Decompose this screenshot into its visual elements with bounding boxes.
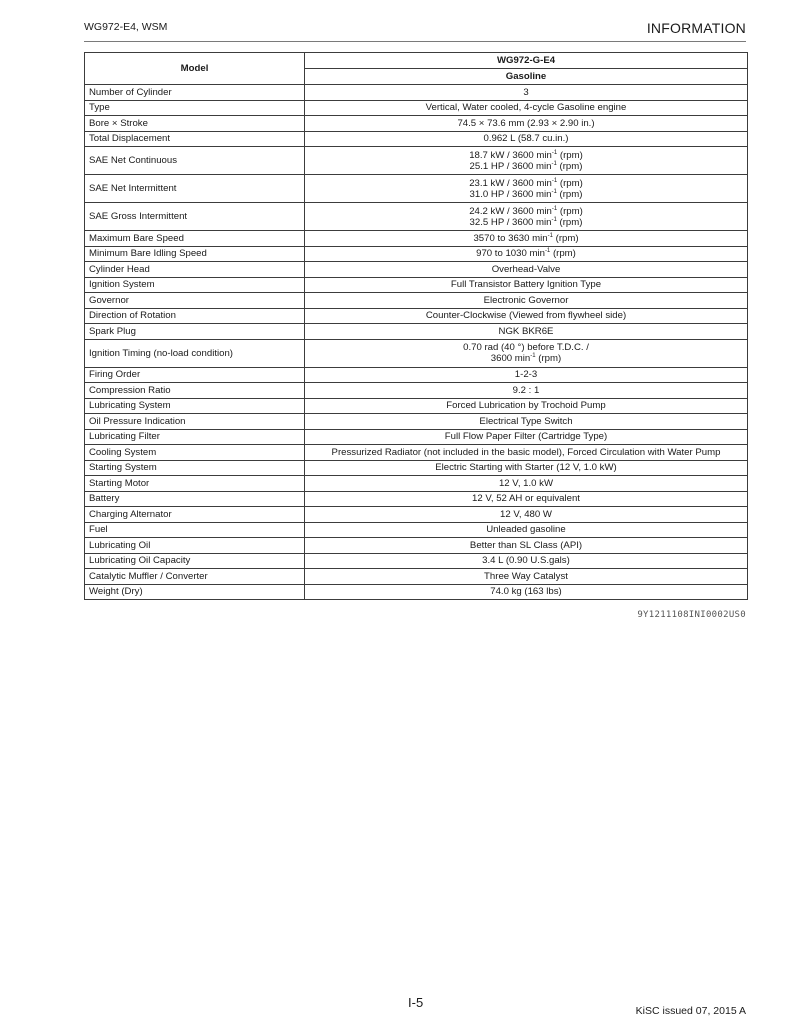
spec-value: [305, 231, 748, 247]
spec-label: Number of Cylinder: [85, 85, 305, 101]
spec-label: Catalytic Muffler / Converter: [85, 569, 305, 585]
table-row: [85, 429, 748, 445]
spec-label: Cylinder Head: [85, 262, 305, 278]
spec-label: Spark Plug: [85, 324, 305, 340]
table-row: [85, 308, 748, 324]
spec-value: Unleaded gasoline: [305, 522, 748, 538]
spec-label: SAE Net Continuous: [85, 147, 305, 175]
spec-value: [305, 246, 748, 262]
table-row: [85, 522, 748, 538]
table-row: [85, 398, 748, 414]
spec-value-line: 23.1 kW / 3600 min: [469, 177, 552, 189]
table-row: [85, 175, 748, 203]
spec-label: Lubricating System: [85, 398, 305, 414]
spec-value: 74.5 × 73.6 mm (2.93 × 2.90 in.): [305, 116, 748, 132]
fuel-type: Gasoline: [305, 69, 748, 85]
spec-label: Charging Alternator: [85, 507, 305, 523]
table-row: [85, 231, 748, 247]
table-row: [85, 445, 748, 461]
spec-label: Fuel: [85, 522, 305, 538]
spec-value: 3: [305, 85, 748, 101]
spec-label: Starting System: [85, 460, 305, 476]
unit-suffix: (rpm): [552, 232, 579, 244]
spec-value-line: 32.5 HP / 3600 min: [469, 216, 552, 228]
document-header-left: WG972-E4, WSM: [84, 21, 168, 33]
table-row: [85, 383, 748, 399]
spec-label: SAE Net Intermittent: [85, 175, 305, 203]
spec-label: Oil Pressure Indication: [85, 414, 305, 430]
spec-value: [305, 175, 748, 203]
table-header-row: [85, 53, 748, 69]
spec-value-line: 3600 min: [490, 353, 531, 364]
spec-label: Battery: [85, 491, 305, 507]
spec-value-line: 0.70 rad (40 °) before T.D.C. /: [463, 342, 589, 353]
spec-value: 0.962 L (58.7 cu.in.): [305, 131, 748, 147]
spec-value: Counter-Clockwise (Viewed from flywheel side): [305, 308, 748, 324]
table-row: [85, 293, 748, 309]
table-row: [85, 367, 748, 383]
spec-value: Electrical Type Switch: [305, 414, 748, 430]
superscript: -1: [530, 353, 536, 359]
table-row: [85, 476, 748, 492]
spec-value: Three Way Catalyst: [305, 569, 748, 585]
spec-label: Cooling System: [85, 445, 305, 461]
table-row: [85, 538, 748, 554]
spec-value: Full Flow Paper Filter (Cartridge Type): [305, 429, 748, 445]
spec-label: Type: [85, 100, 305, 116]
spec-label: Starting Motor: [85, 476, 305, 492]
spec-label: Ignition System: [85, 277, 305, 293]
spec-label: Ignition Timing (no-load condition): [85, 339, 305, 367]
document-reference-code: 9Y1211108INI0002US0: [637, 610, 746, 620]
spec-label: Total Displacement: [85, 131, 305, 147]
spec-value: 9.2 : 1: [305, 383, 748, 399]
spec-value-line: 18.7 kW / 3600 min: [469, 149, 552, 161]
superscript: -1: [551, 188, 557, 195]
spec-value: NGK BKR6E: [305, 324, 748, 340]
table-row: [85, 277, 748, 293]
spec-label: Weight (Dry): [85, 584, 305, 600]
spec-label: Lubricating Oil Capacity: [85, 553, 305, 569]
unit-suffix: (rpm): [535, 353, 562, 364]
superscript: -1: [551, 177, 558, 184]
spec-value: Overhead-Valve: [305, 262, 748, 278]
table-row: [85, 339, 748, 367]
table-row: [85, 324, 748, 340]
spec-label: Lubricating Filter: [85, 429, 305, 445]
spec-value: 12 V, 1.0 kW: [305, 476, 748, 492]
spec-value: 12 V, 52 AH or equivalent: [305, 491, 748, 507]
spec-value-line: 31.0 HP / 3600 min: [469, 188, 552, 200]
spec-label: Direction of Rotation: [85, 308, 305, 324]
spec-label: Maximum Bare Speed: [85, 231, 305, 247]
spec-value: 74.0 kg (163 lbs): [305, 584, 748, 600]
table-row: [85, 460, 748, 476]
table-row: [85, 491, 748, 507]
unit-suffix: (rpm): [557, 205, 583, 217]
table-row: [85, 262, 748, 278]
table-row: [85, 203, 748, 231]
spec-value: Pressurized Radiator (not included in the basic model), Forced Circulation with Water Pump: [305, 445, 748, 461]
table-row: [85, 85, 748, 101]
table-row: [85, 131, 748, 147]
spec-value: Vertical, Water cooled, 4-cycle Gasoline engine: [305, 100, 748, 116]
spec-value: 3.4 L (0.90 U.S.gals): [305, 553, 748, 569]
spec-label: Firing Order: [85, 367, 305, 383]
table-row: [85, 116, 748, 132]
table-row: [85, 507, 748, 523]
unit-suffix: (rpm): [557, 149, 583, 161]
spec-value-line: 25.1 HP / 3600 min: [469, 160, 552, 172]
specification-table: [84, 52, 748, 600]
spec-value: Better than SL Class (API): [305, 538, 748, 554]
model-label: Model: [85, 53, 305, 85]
spec-value: Electric Starting with Starter (12 V, 1.0 kW): [305, 460, 748, 476]
spec-value: [305, 339, 748, 367]
spec-value: Electronic Governor: [305, 293, 748, 309]
spec-value-text: 970 to 1030 min: [476, 248, 545, 260]
superscript: -1: [547, 232, 553, 239]
spec-label: Bore × Stroke: [85, 116, 305, 132]
unit-suffix: (rpm): [556, 160, 583, 172]
unit-suffix: (rpm): [550, 248, 576, 260]
table-row: [85, 569, 748, 585]
spec-value: [305, 203, 748, 231]
spec-value: 12 V, 480 W: [305, 507, 748, 523]
unit-suffix: (rpm): [556, 216, 583, 228]
table-row: [85, 100, 748, 116]
spec-value: Full Transistor Battery Ignition Type: [305, 277, 748, 293]
spec-value: Forced Lubrication by Trochoid Pump: [305, 398, 748, 414]
spec-value-text: 3570 to 3630 min: [473, 232, 548, 244]
superscript: -1: [551, 149, 558, 156]
unit-suffix: (rpm): [556, 188, 583, 200]
unit-suffix: (rpm): [557, 177, 583, 189]
superscript: -1: [551, 160, 557, 167]
superscript: -1: [551, 216, 557, 223]
spec-label: Compression Ratio: [85, 383, 305, 399]
spec-label: Lubricating Oil: [85, 538, 305, 554]
table-row: [85, 246, 748, 262]
superscript: -1: [551, 205, 558, 212]
page-number: I-5: [408, 995, 424, 1010]
spec-value: [305, 147, 748, 175]
table-row: [85, 414, 748, 430]
spec-label: Governor: [85, 293, 305, 309]
table-row: [85, 584, 748, 600]
section-title: INFORMATION: [646, 20, 746, 36]
table-row: [85, 553, 748, 569]
spec-value: 1-2-3: [305, 367, 748, 383]
superscript: -1: [544, 248, 551, 255]
model-value: WG972-G-E4: [305, 53, 748, 69]
header-divider: [84, 41, 746, 42]
spec-value-line: 24.2 kW / 3600 min: [469, 205, 552, 217]
issue-date: KiSC issued 07, 2015 A: [635, 1005, 746, 1017]
spec-label: SAE Gross Intermittent: [85, 203, 305, 231]
table-row: [85, 147, 748, 175]
spec-label: Minimum Bare Idling Speed: [85, 246, 305, 262]
